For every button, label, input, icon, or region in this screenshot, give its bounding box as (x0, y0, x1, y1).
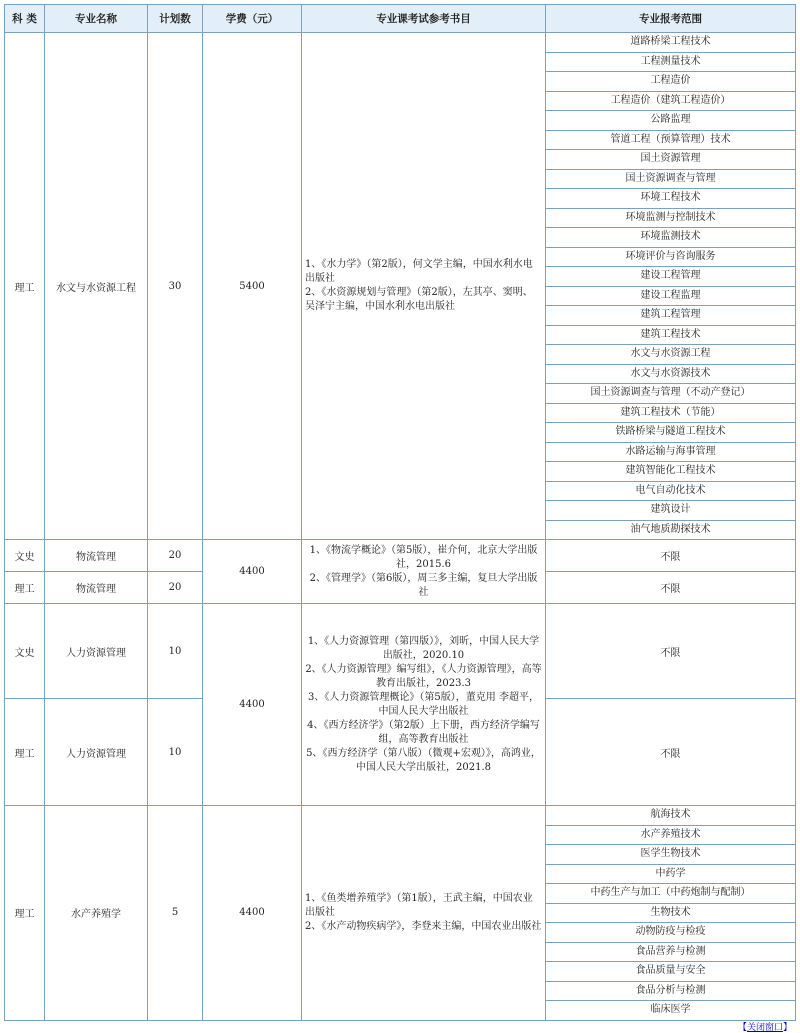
plan-cell: 10 (148, 604, 203, 699)
scope-item: 电气自动化技术 (546, 482, 795, 502)
header-row (5, 5, 796, 33)
plan-cell: 30 (148, 33, 203, 540)
book-list (302, 890, 545, 936)
major-cell: 人力资源管理 (45, 699, 148, 806)
plan-cell: 20 (148, 572, 203, 604)
book-item: 3、《人力资源管理概论》（第5版），董克用 李超平，中国人民大学出版社 (308, 691, 539, 717)
scope-cell (546, 806, 796, 1021)
close-window-label: 关闭窗口 (746, 1023, 783, 1033)
book-item: 1、《物流学概论》（第5版），崔介何，北京大学出版社，2015.6 (309, 544, 538, 570)
scope-item: 建设工程管理 (546, 267, 795, 287)
scope-cell: 不限 (546, 572, 796, 604)
book-item: 1、《水力学》（第2版），何文学主编，中国水利水电出版社 (305, 259, 533, 284)
plan-cell: 10 (148, 699, 203, 806)
table-row (5, 806, 796, 1021)
scope-item: 食品质量与安全 (546, 962, 795, 982)
fee-cell: 5400 (203, 33, 302, 540)
major-cell: 水文与水资源工程 (45, 33, 148, 540)
fee-cell: 4400 (203, 540, 302, 604)
book-item: 2、《人力资源管理》编写组》，《人力资源管理》，高等教育出版社，2023.3 (305, 663, 542, 689)
header-books: 专业课考试参考书目 (302, 5, 546, 33)
scope-item: 食品分析与检测 (546, 982, 795, 1002)
plan-cell: 5 (148, 806, 203, 1021)
scope-item: 国土资源调查与管理（不动产登记） (546, 384, 795, 404)
books-cell (302, 540, 546, 604)
plan-cell: 20 (148, 540, 203, 572)
table-row (5, 540, 796, 572)
category-cell: 理工 (5, 33, 45, 540)
category-cell: 理工 (5, 806, 45, 1021)
header-scope: 专业报考范围 (546, 5, 796, 33)
scope-item: 水产养殖技术 (546, 826, 795, 846)
header-fee: 学费（元） (203, 5, 302, 33)
scope-item: 建设工程监理 (546, 287, 795, 307)
scope-list (546, 806, 795, 1020)
book-list (302, 256, 545, 316)
scope-item: 水路运输与海事管理 (546, 443, 795, 463)
scope-item: 油气地质勘探技术 (630, 523, 711, 535)
scope-item: 环境监测与控制技术 (546, 209, 795, 229)
category-cell: 文史 (5, 604, 45, 699)
scope-item: 环境评价与咨询服务 (546, 248, 795, 268)
book-item: 2、《管理学》（第6版），周三多主编，复旦大学出版社 (309, 572, 538, 598)
books-cell (302, 806, 546, 1021)
major-cell: 物流管理 (45, 572, 148, 604)
major-cell: 水产养殖学 (45, 806, 148, 1021)
admission-table (4, 4, 796, 1021)
category-cell: 文史 (5, 540, 45, 572)
header-category: 科 类 (5, 5, 45, 33)
book-item: 1、《鱼类增养殖学》（第1版），王武主编，中国农业出版社 (305, 892, 533, 918)
scope-item: 建筑工程技术 (546, 326, 795, 346)
category-cell: 理工 (5, 572, 45, 604)
books-cell (302, 604, 546, 806)
scope-item: 道路桥梁工程技术 (546, 33, 795, 53)
scope-item: 医学生物技术 (546, 845, 795, 865)
scope-item: 环境工程技术 (546, 189, 795, 209)
table-row (5, 33, 796, 540)
scope-item: 生物技术 (546, 904, 795, 924)
scope-item: 工程造价 (546, 72, 795, 92)
header-plan: 计划数 (148, 5, 203, 33)
scope-item: 国土资源调查与管理 (546, 170, 795, 190)
scope-item: 食品营养与检测 (546, 943, 795, 963)
scope-item: 管道工程（预算管理）技术 (546, 131, 795, 151)
fee-cell: 4400 (203, 806, 302, 1021)
scope-item: 中药学 (546, 865, 795, 885)
book-item: 4、《西方经济学》（第2版）上下册，西方经济学编写组，高等教育出版社 (307, 719, 540, 745)
scope-item: 动物防疫与检疫 (546, 923, 795, 943)
scope-item: 建筑智能化工程技术 (546, 462, 795, 482)
scope-item: 水文与水资源技术 (546, 365, 795, 385)
scope-cell: 不限 (546, 540, 796, 572)
close-window-button[interactable] (738, 1020, 792, 1033)
major-cell: 人力资源管理 (45, 604, 148, 699)
scope-item: 环境监测技术 (546, 228, 795, 248)
book-item: 5、《西方经济学（第八版）（微观+宏观）》，高鸿业，中国人民大学出版社，2021.8 (306, 747, 541, 773)
book-list (302, 542, 545, 602)
scope-item: 工程测量技术 (546, 53, 795, 73)
book-item: 1、《人力资源管理（第四版）》，刘昕，中国人民大学出版社，2020.10 (307, 635, 540, 661)
scope-item: 水文与水资源工程 (546, 345, 795, 365)
scope-list (546, 33, 795, 539)
close-bracket-open: 【 (737, 1023, 747, 1033)
scope-item: 公路监理 (546, 111, 795, 131)
scope-item: 国土资源管理 (546, 150, 795, 170)
close-bracket-close: 】 (782, 1023, 792, 1033)
scope-item: 中药生产与加工（中药炮制与配制） (546, 884, 795, 904)
scope-cell: 不限 (546, 699, 796, 806)
scope-cell (546, 33, 796, 540)
table-row (5, 604, 796, 699)
books-cell (302, 33, 546, 540)
scope-item: 建筑工程管理 (546, 306, 795, 326)
scope-item: 临床医学 (650, 1004, 691, 1015)
scope-item: 建筑设计 (546, 501, 795, 521)
scope-item: 铁路桥梁与隧道工程技术 (546, 423, 795, 443)
book-item: 2、《水资源规划与管理》（第2版），左其亭、窦明、吴泽宁主编，中国水利水电出版社 (305, 287, 533, 312)
book-list (302, 633, 545, 777)
major-cell: 物流管理 (45, 540, 148, 572)
scope-item: 工程造价（建筑工程造价） (546, 92, 795, 112)
category-cell: 理工 (5, 699, 45, 806)
scope-cell: 不限 (546, 604, 796, 699)
scope-item: 建筑工程技术（节能） (546, 404, 795, 424)
fee-cell: 4400 (203, 604, 302, 806)
scope-item: 航海技术 (546, 806, 795, 826)
book-item: 2、《水产动物疾病学》，李登来主编，中国农业出版社 (305, 920, 542, 932)
header-major: 专业名称 (45, 5, 148, 33)
